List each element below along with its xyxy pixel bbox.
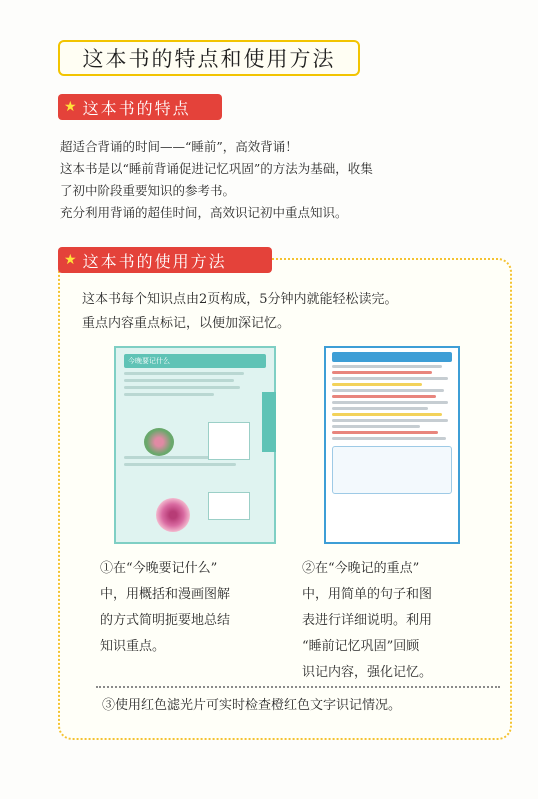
caption-line: “睡前记忆巩固”回顾 (302, 639, 420, 654)
sample-text-line (332, 377, 448, 380)
sample-text-line (332, 425, 420, 428)
sample-note-box (208, 492, 250, 520)
features-line: 超适合背诵的时间——“睡前”，高效背诵！ (60, 139, 298, 154)
sample-text-line (332, 401, 448, 404)
caption-line: ②在“今晚记的重点” (302, 561, 420, 576)
sample-right-header (332, 352, 452, 362)
sample-highlight-line (332, 371, 432, 374)
sample-text-line (332, 407, 428, 410)
section-label-usage (58, 247, 272, 273)
dotted-divider (96, 686, 500, 688)
sample-text-line (124, 393, 214, 396)
sample-highlight-line (332, 395, 436, 398)
filter-note: ③使用红色滤光片可实时检查橙红色文字识记情况。 (102, 698, 402, 713)
page-title: 这本书的特点和使用方法 (58, 40, 360, 76)
features-paragraph (60, 136, 500, 224)
features-line: 了初中阶段重要知识的参考书。 (60, 183, 236, 198)
section-label-features (58, 94, 222, 120)
usage-line: 这本书每个知识点由2页构成，5分钟内就能轻松读完。 (82, 292, 398, 307)
section-label-text: 这本书的使用方法 (82, 251, 227, 271)
sample-text-line (124, 372, 244, 375)
flower-illustration (156, 498, 190, 532)
caption-line: 识记内容，强化记忆。 (302, 665, 433, 680)
caption-right (302, 556, 492, 686)
caption-line: 的方式简明扼要地总结 (100, 613, 231, 628)
caption-line: 中，用概括和漫画图解 (100, 587, 231, 602)
sample-text-line (124, 379, 234, 382)
star-icon: ★ (64, 252, 79, 268)
sample-page-right (324, 346, 460, 544)
sample-text-line (332, 365, 442, 368)
caption-line: 中，用简单的句子和图 (302, 587, 433, 602)
usage-paragraph (82, 288, 502, 336)
sample-note-box (208, 422, 250, 460)
plant-illustration (144, 428, 174, 456)
sample-text-line (124, 463, 236, 466)
usage-line: 重点内容重点标记，以便加深记忆。 (82, 316, 291, 331)
sample-left-header: 今晚要记什么 (124, 354, 266, 368)
sample-text-line (124, 386, 240, 389)
section-label-text: 这本书的特点 (82, 98, 191, 118)
caption-left (100, 556, 280, 660)
caption-line: 表进行详细说明。利用 (302, 613, 433, 628)
sample-highlight-line (332, 413, 442, 416)
caption-line: 知识重点。 (100, 639, 166, 654)
star-icon: ★ (64, 99, 79, 115)
sample-highlight-line (332, 431, 438, 434)
sample-highlight-line (332, 383, 422, 386)
sample-text-line (332, 419, 448, 422)
sample-text-line (332, 389, 444, 392)
caption-line: ①在“今晚要记什么” (100, 561, 218, 576)
sample-review-box (332, 446, 452, 494)
sample-text-line (332, 437, 446, 440)
features-line: 充分利用背诵的超佳时间，高效识记初中重点知识。 (60, 205, 348, 220)
sample-page-left (114, 346, 276, 544)
sample-side-tab (262, 392, 276, 452)
features-line: 这本书是以“睡前背诵促进记忆巩固”的方法为基础，收集 (60, 161, 373, 176)
